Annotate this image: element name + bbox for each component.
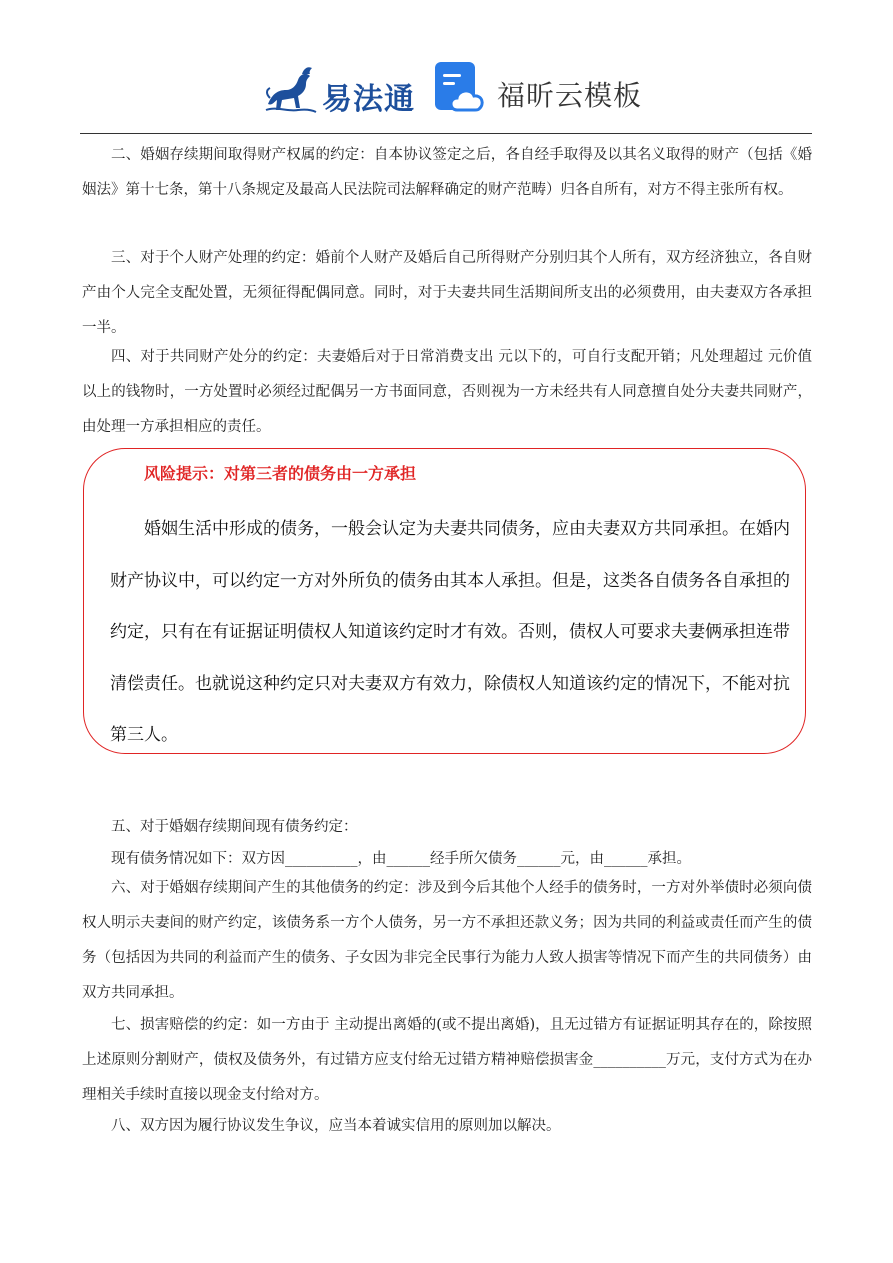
risk-title: 风险提示：对第三者的债务由一方承担 xyxy=(144,464,417,483)
risk-callout xyxy=(83,448,806,754)
fuxin-brand-text: 福昕云模板 xyxy=(497,79,643,112)
fuxin-logo xyxy=(435,62,645,118)
document-cloud-icon xyxy=(435,62,487,114)
clause-3: 三、对于个人财产处理的约定：婚前个人财产及婚后自己所得财产分别归其个人所有，双方经济独立，各自财产由个人完全支配处置，无须征得配偶同意。同时，对于夫妻共同生活期间所支出的必须费用，由夫妻双方各承担一半。 xyxy=(82,250,812,336)
risk-body: 婚姻生活中形成的债务，一般会认定为夫妻共同债务，应由夫妻双方共同承担。在婚内财产协议中，可以约定一方对外所负的债务由其本人承担。但是，这类各自债务各自承担的约定，只有在有证据证明债权人知道该约定时才有效。否则，债权人可要求夫妻俩承担连带清偿责任。也就说这种约定只对夫妻双方有效力，除债权人知道该约定的情况下，不能对抗第三人。 xyxy=(110,519,790,745)
yifatong-logo xyxy=(262,60,422,120)
clause-5-detail: 现有债务情况如下：双方因__________，由______经手所欠债务______元，由______承担。 xyxy=(111,851,691,867)
clause-7: 七、损害赔偿的约定：如一方由于 主动提出离婚的(或不提出离婚)，且无过错方有证据证明其存在的，除按照上述原则分割财产，债权及债务外，有过错方应支付给无过错方精神赔偿损害金__________万元，支付方式为在办理相关手续时直接以现金支付给对方。 xyxy=(82,1017,812,1103)
yifatong-brand-text: 易法通 xyxy=(322,82,415,117)
clause-4: 四、对于共同财产处分的约定：夫妻婚后对于日常消费支出 元以下的，可自行支配开销；凡处理超过 元价值以上的钱物时，一方处置时必须经过配偶另一方书面同意，否则视为一方未经共有人同意擅自处分夫妻共同财产，由处理一方承担相应的责任。 xyxy=(82,349,812,435)
clause-5-title: 五、对于婚姻存续期间现有债务约定： xyxy=(111,819,358,835)
qilin-emblem-icon xyxy=(262,64,318,116)
clause-6: 六、对于婚姻存续期间产生的其他债务的约定：涉及到今后其他个人经手的债务时，一方对外举债时必须向债权人明示夫妻间的财产约定，该债务系一方个人债务，另一方不承担还款义务；因为共同的利益或责任而产生的债务（包括因为共同的利益而产生的债务、子女因为非完全民事行为能力人致人损害等情况下而产生的共同债务）由双方共同承担。 xyxy=(82,880,812,1001)
clause-2: 二、婚姻存续期间取得财产权属的约定：自本协议签定之后，各自经手取得及以其名义取得的财产（包括《婚姻法》第十七条，第十八条规定及最高人民法院司法解释确定的财产范畴）归各自所有，对方不得主张所有权。 xyxy=(82,147,812,198)
page-header xyxy=(0,58,893,128)
clause-8: 八、双方因为履行协议发生争议，应当本着诚实信用的原则加以解决。 xyxy=(111,1118,561,1134)
header-divider xyxy=(80,133,812,134)
